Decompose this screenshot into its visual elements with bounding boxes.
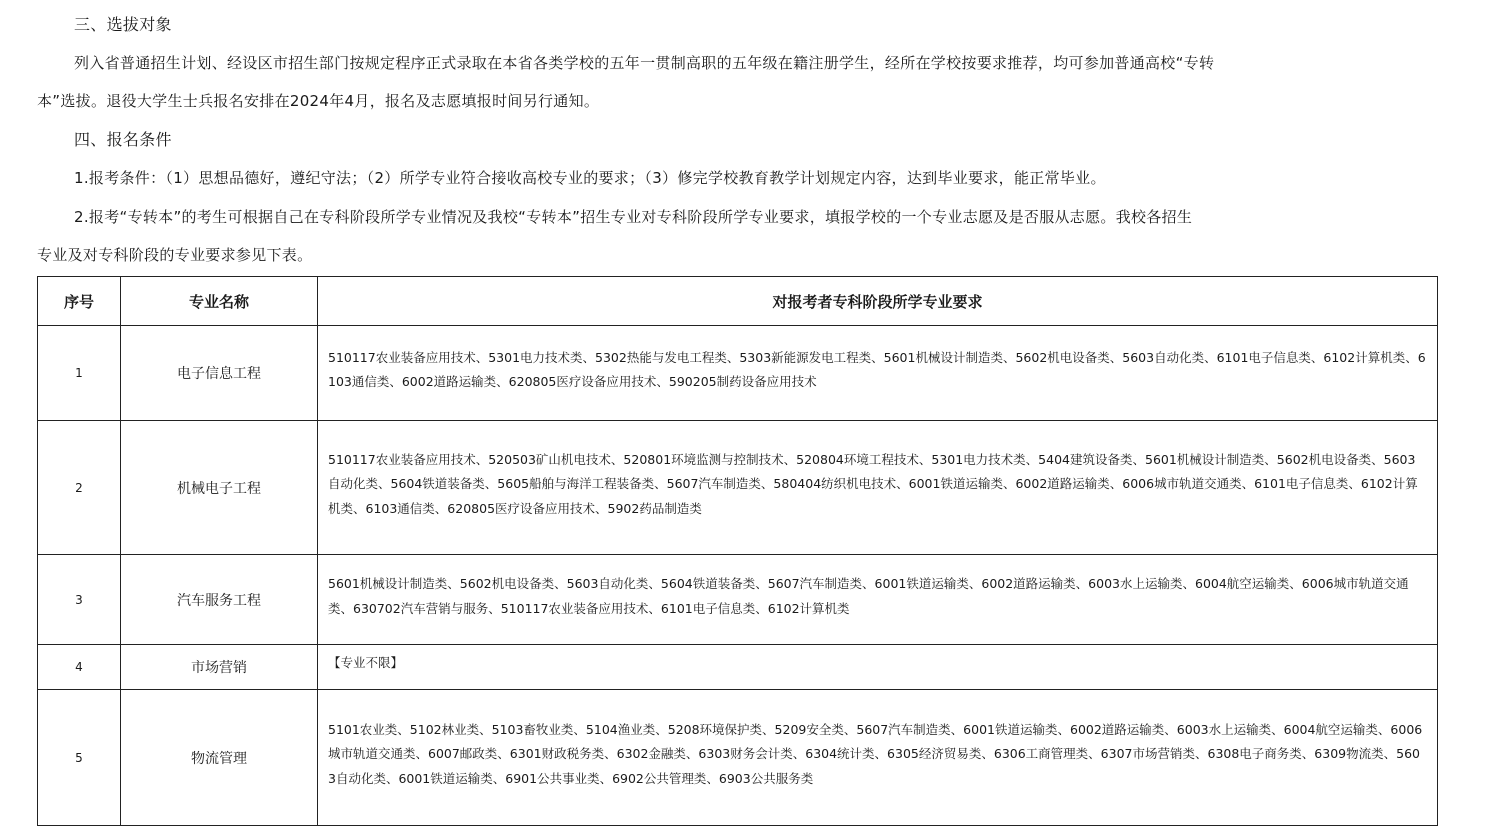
- row-major-name: 市场营销: [121, 645, 318, 690]
- condition-item-1: 1.报考条件：（1）思想品德好，遵纪守法；（2）所学专业符合接收高校专业的要求；（3）修完学校教育教学计划规定内容，达到毕业要求，能正常毕业。: [74, 169, 1106, 187]
- row-requirements: 【专业不限】: [318, 645, 1438, 690]
- row-num: 4: [38, 645, 121, 690]
- table-row: [38, 421, 1438, 555]
- header-num: 序号: [38, 277, 121, 326]
- row-num: 3: [38, 555, 121, 645]
- table-header-row: [38, 277, 1438, 326]
- row-num: 5: [38, 690, 121, 826]
- header-major-name: 专业名称: [121, 277, 318, 326]
- header-requirements: 对报考者专科阶段所学专业要求: [318, 277, 1438, 326]
- row-major-name: 机械电子工程: [121, 421, 318, 555]
- condition-item-2-line-1: 2.报考“专转本”的考生可根据自己在专科阶段所学专业情况及我校“专转本”招生专业对专科阶段所学专业要求，填报学校的一个专业志愿及是否服从志愿。我校各招生: [74, 208, 1193, 226]
- table-row: [38, 690, 1438, 826]
- section-3-heading: 三、选拔对象: [74, 15, 172, 34]
- table-row: [38, 555, 1438, 645]
- major-requirements-table: [37, 276, 1438, 826]
- row-requirements: 510117农业装备应用技术、5301电力技术类、5302热能与发电工程类、5303新能源发电工程类、5601机械设计制造类、5602机电设备类、5603自动化类、6101电子信息类、6102计算机类、6103通信类、6002道路运输类、620805医疗设备应用技术、590205制药设备应用技术: [318, 326, 1438, 421]
- section-3-paragraph-line-2: 本”选拔。退役大学生士兵报名安排在2024年4月，报名及志愿填报时间另行通知。: [37, 92, 600, 110]
- row-major-name: 物流管理: [121, 690, 318, 826]
- section-3-paragraph-line-1: 列入省普通招生计划、经设区市招生部门按规定程序正式录取在本省各类学校的五年一贯制高职的五年级在籍注册学生，经所在学校按要求推荐，均可参加普通高校“专转: [74, 54, 1215, 72]
- row-requirements: 510117农业装备应用技术、520503矿山机电技术、520801环境监测与控制技术、520804环境工程技术、5301电力技术类、5404建筑设备类、5601机械设计制造类、5602机电设备类、5603自动化类、5604铁道装备类、5605船舶与海洋工程装备类、5607汽车制造类、580404纺织机电技术、6001铁道运输类、6002道路运输类、6006城市轨道交通类、6101电子信息类、6102计算机类、6103通信类、620805医疗设备应用技术、5902药品制造类: [318, 421, 1438, 555]
- condition-item-2-line-2: 专业及对专科阶段的专业要求参见下表。: [37, 246, 313, 264]
- row-num: 2: [38, 421, 121, 555]
- row-major-name: 电子信息工程: [121, 326, 318, 421]
- row-requirements: 5601机械设计制造类、5602机电设备类、5603自动化类、5604铁道装备类、5607汽车制造类、6001铁道运输类、6002道路运输类、6003水上运输类、6004航空运输类、6006城市轨道交通类、630702汽车营销与服务、510117农业装备应用技术、6101电子信息类、6102计算机类: [318, 555, 1438, 645]
- section-4-heading: 四、报名条件: [74, 130, 172, 149]
- row-num: 1: [38, 326, 121, 421]
- row-major-name: 汽车服务工程: [121, 555, 318, 645]
- table-row: [38, 326, 1438, 421]
- row-requirements: 5101农业类、5102林业类、5103畜牧业类、5104渔业类、5208环境保护类、5209安全类、5607汽车制造类、6001铁道运输类、6002道路运输类、6003水上运输类、6004航空运输类、6006城市轨道交通类、6007邮政类、6301财政税务类、6302金融类、6303财务会计类、6304统计类、6305经济贸易类、6306工商管理类、6307市场营销类、6308电子商务类、6309物流类、5603自动化类、6001铁道运输类、6901公共事业类、6902公共管理类、6903公共服务类: [318, 690, 1438, 826]
- table-row: [38, 645, 1438, 690]
